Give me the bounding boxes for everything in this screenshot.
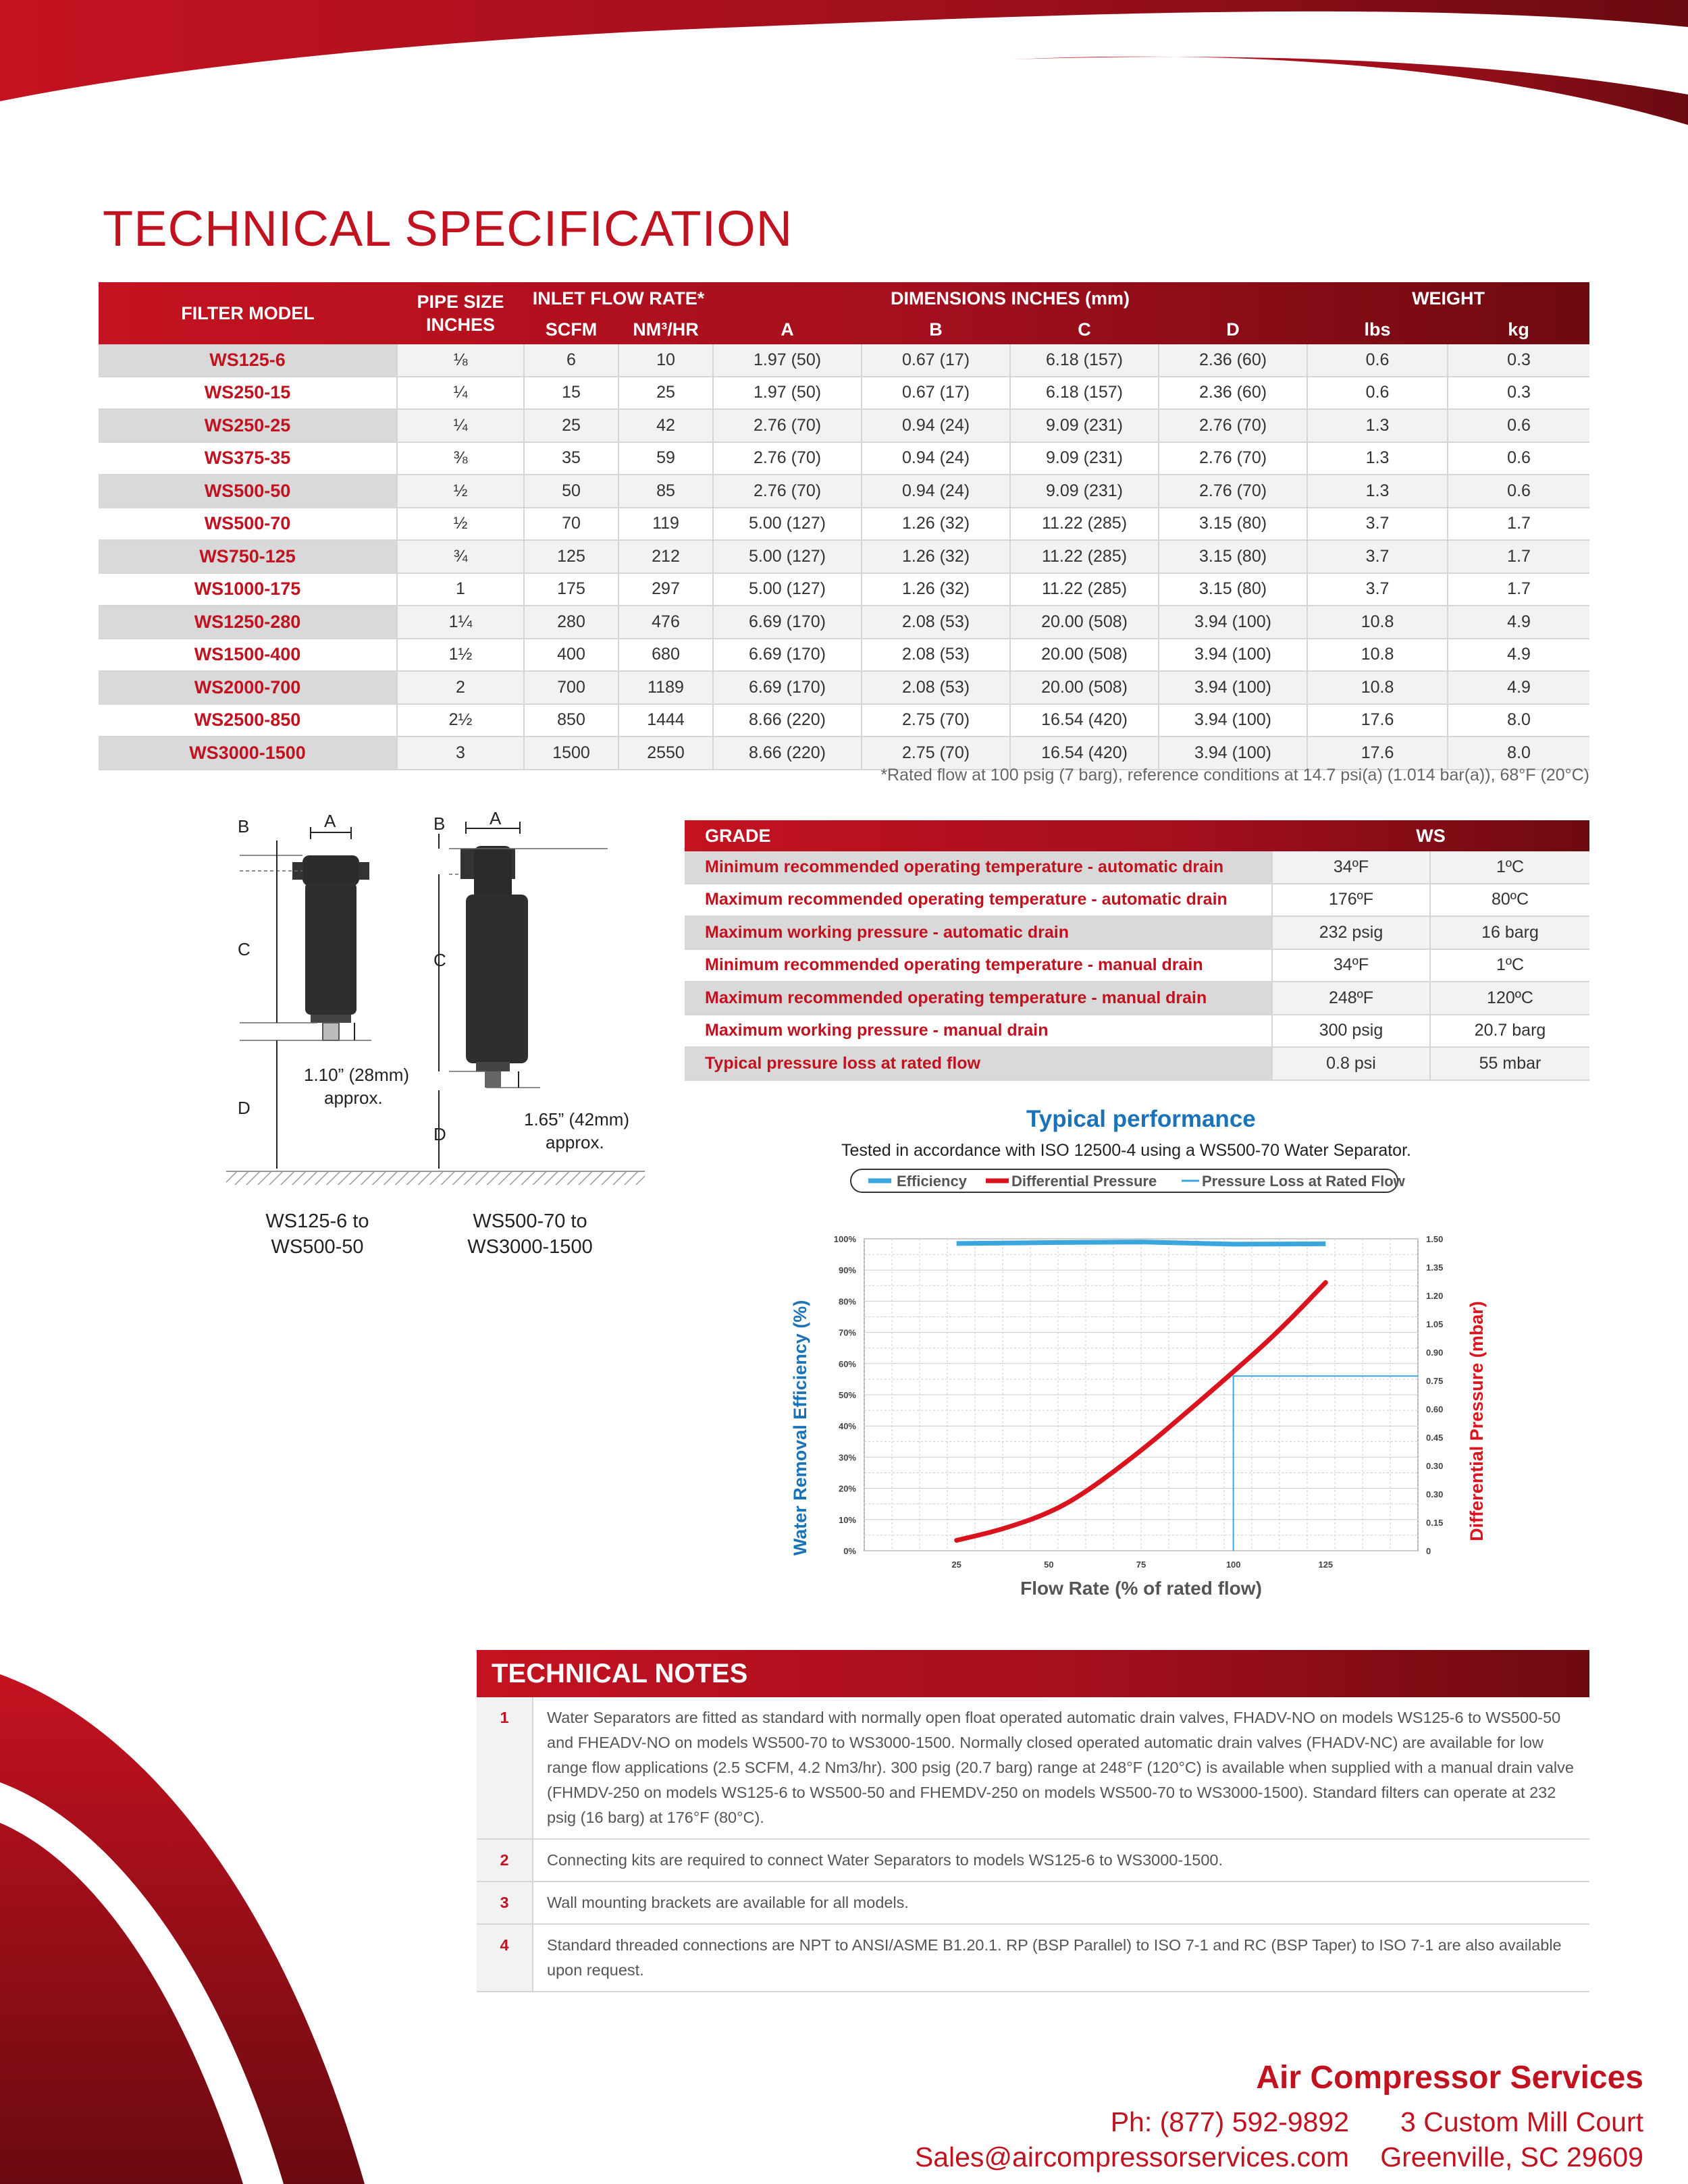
grade-row — [685, 982, 1589, 1015]
grade-row — [685, 851, 1589, 884]
small-caption-line2: WS500-50 — [271, 1236, 364, 1258]
spec-cell: 3 — [397, 737, 524, 770]
legend-loss: Pressure Loss at Rated Flow — [1202, 1173, 1405, 1190]
spec-cell: 50 — [524, 475, 618, 508]
spec-cell: 59 — [618, 442, 713, 475]
spec-cell: 10.8 — [1307, 671, 1448, 704]
x-tick-label: 75 — [1136, 1560, 1146, 1570]
chart-subtitle: Tested in accordance with ISO 12500-4 using a WS500-70 Water Separator. — [841, 1141, 1411, 1160]
spec-cell: 0.67 (17) — [862, 377, 1010, 410]
y-tick-label: 100% — [833, 1234, 856, 1244]
performance-chart — [783, 1161, 1487, 1607]
large-filter-diagram — [433, 808, 629, 1169]
spec-cell: 125 — [524, 540, 618, 573]
spec-cell: 2 — [397, 671, 524, 704]
spec-row — [99, 704, 1589, 737]
footer-address-line2: Greenville, SC 29609 — [1380, 2141, 1643, 2173]
spec-row — [99, 671, 1589, 704]
spec-cell: 9.09 (231) — [1010, 475, 1159, 508]
small-filter-caption — [236, 1208, 398, 1260]
spec-cell: 11.22 (285) — [1010, 540, 1159, 573]
spec-cell: 8.66 (220) — [713, 737, 862, 770]
spec-cell: 1.7 — [1448, 540, 1589, 573]
grade-row — [685, 1015, 1589, 1048]
grade-value: 20.7 barg — [1430, 1015, 1589, 1048]
spec-cell: 0.3 — [1448, 344, 1589, 377]
spec-cell: 6.18 (157) — [1010, 377, 1159, 410]
header-scfm: SCFM — [545, 319, 598, 340]
note-text: Water Separators are fitted as standard with normally open float operated automatic drain valves, FHADV-NO on models WS125-6 to WS500-50 and FHEADV-NO on models WS500-70 to WS3000-1500. Normally closed operated automatic drain valves (FHADV-NC) are available for low range flow applications (2.5 SCFM, 4.2 Nm3/hr). 300 psig (20.7 barg) range at 248°F (120°C) is available when supplied with a manual drain valve (FHMDV-250 on models WS125-6 to WS500-50 and FHEMDV-250 on models WS500-70 to WS3000-1500). Standard filters can operate at 232 psig (16 barg) at 176°F (80°C). — [533, 1697, 1589, 1839]
model-name: WS250-15 — [99, 377, 397, 410]
spec-row — [99, 508, 1589, 541]
spec-cell: 1.7 — [1448, 508, 1589, 541]
grade-row — [685, 1047, 1589, 1080]
spec-cell: 0.3 — [1448, 377, 1589, 410]
spec-cell: 6.69 (170) — [713, 639, 862, 672]
model-name: WS2000-700 — [99, 671, 397, 704]
y-tick-label: 0% — [843, 1546, 856, 1556]
spec-cell: 11.22 (285) — [1010, 508, 1159, 541]
y2-tick-label: 0.60 — [1426, 1404, 1444, 1414]
spec-cell: 297 — [618, 573, 713, 606]
small-clearance: 1.10” (28mm) — [304, 1065, 410, 1085]
large-caption-line1: WS500-70 to — [473, 1210, 587, 1232]
spec-cell: 6 — [524, 344, 618, 377]
header-lbs: lbs — [1364, 319, 1391, 340]
x-tick-label: 25 — [951, 1560, 961, 1570]
note-row — [477, 1882, 1589, 1924]
spec-cell: 3.15 (80) — [1159, 508, 1307, 541]
spec-cell: 4.9 — [1448, 639, 1589, 672]
footer-email[interactable]: Sales@aircompressorservices.com — [914, 2141, 1349, 2173]
spec-cell: 2.75 (70) — [862, 737, 1010, 770]
grade-label: Maximum working pressure - manual drain — [685, 1015, 1272, 1048]
grade-value: 1ºC — [1430, 851, 1589, 884]
spec-cell: ¾ — [397, 540, 524, 573]
spec-cell: 3.94 (100) — [1159, 704, 1307, 737]
y-tick-label: 10% — [838, 1514, 856, 1525]
legend-efficiency: Efficiency — [897, 1173, 967, 1190]
spec-cell: 2.76 (70) — [713, 442, 862, 475]
grade-label: Minimum recommended operating temperature - automatic drain — [685, 851, 1272, 884]
chart-grid — [864, 1239, 1418, 1551]
spec-cell: 8.0 — [1448, 704, 1589, 737]
chart-y2label: Differential Pressure (mbar) — [1467, 1301, 1487, 1541]
grade-value: 248ºF — [1272, 982, 1430, 1015]
header-pipe-size: PIPE SIZE INCHES — [417, 292, 504, 335]
spec-cell: 3.7 — [1307, 573, 1448, 606]
grade-value: 300 psig — [1272, 1015, 1430, 1048]
spec-table — [99, 282, 1589, 770]
chart-legend — [851, 1169, 1406, 1192]
spec-cell: 3.15 (80) — [1159, 573, 1307, 606]
spec-cell: 1.26 (32) — [862, 540, 1010, 573]
spec-cell: 6.18 (157) — [1010, 344, 1159, 377]
header-nm3: NM³/HR — [633, 319, 699, 340]
grade-value: 34ºF — [1272, 949, 1430, 982]
spec-cell: 2.36 (60) — [1159, 344, 1307, 377]
spec-cell: 5.00 (127) — [713, 573, 862, 606]
large-clearance: 1.65” (42mm) — [524, 1109, 630, 1129]
header-inlet-flow: INLET FLOW RATE* — [532, 288, 705, 309]
grade-label: Maximum recommended operating temperature - automatic drain — [685, 884, 1272, 917]
spec-cell: 4.9 — [1448, 671, 1589, 704]
spec-cell: 1.26 (32) — [862, 508, 1010, 541]
spec-cell: 212 — [618, 540, 713, 573]
model-name: WS375-35 — [99, 442, 397, 475]
spec-cell: 0.94 (24) — [862, 475, 1010, 508]
spec-row — [99, 475, 1589, 508]
y-tick-label: 40% — [838, 1421, 856, 1432]
spec-cell: 2.08 (53) — [862, 671, 1010, 704]
small-approx: approx. — [324, 1088, 383, 1108]
spec-cell: 1500 — [524, 737, 618, 770]
y2-tick-label: 1.20 — [1426, 1291, 1444, 1301]
y-tick-label: 30% — [838, 1452, 856, 1463]
header-a: A — [781, 319, 794, 340]
note-text: Connecting kits are required to connect Water Separators to models WS125-6 to WS3000-1500. — [533, 1839, 1589, 1882]
spec-cell: 3.7 — [1307, 540, 1448, 573]
spec-cell: 2.36 (60) — [1159, 377, 1307, 410]
small-filter-diagram — [238, 811, 409, 1169]
large-caption-line2: WS3000-1500 — [467, 1236, 593, 1258]
y2-tick-label: 0.30 — [1426, 1461, 1444, 1471]
ground-hatch — [226, 1171, 645, 1185]
note-row — [477, 1697, 1589, 1839]
y2-tick-label: 0.45 — [1426, 1433, 1444, 1443]
large-dim-c: C — [433, 950, 446, 970]
spec-cell: 15 — [524, 377, 618, 410]
spec-cell: 2½ — [397, 704, 524, 737]
series-efficiency — [957, 1242, 1326, 1244]
spec-cell: 1444 — [618, 704, 713, 737]
spec-cell: 1 — [397, 573, 524, 606]
y2-tick-label: 0.15 — [1426, 1518, 1444, 1528]
spec-row — [99, 344, 1589, 377]
spec-cell: 10 — [618, 344, 713, 377]
x-tick-label: 125 — [1318, 1560, 1334, 1570]
large-dim-d: D — [433, 1124, 446, 1144]
spec-cell: 3.94 (100) — [1159, 606, 1307, 639]
spec-cell: 16.54 (420) — [1010, 737, 1159, 770]
spec-row — [99, 573, 1589, 606]
legend-dp: Differential Pressure — [1011, 1173, 1157, 1190]
y2-tick-label: 1.35 — [1426, 1262, 1444, 1273]
y-tick-label: 50% — [838, 1390, 856, 1400]
spec-cell: 1.97 (50) — [713, 344, 862, 377]
chart-xlabel: Flow Rate (% of rated flow) — [1020, 1578, 1262, 1599]
spec-cell: ¼ — [397, 377, 524, 410]
spec-cell: 5.00 (127) — [713, 540, 862, 573]
spec-cell: 11.22 (285) — [1010, 573, 1159, 606]
small-caption-line1: WS125-6 to — [265, 1210, 369, 1232]
spec-cell: 119 — [618, 508, 713, 541]
spec-cell: 0.67 (17) — [862, 344, 1010, 377]
spec-cell: ½ — [397, 475, 524, 508]
rated-flow-note: *Rated flow at 100 psig (7 barg), reference conditions at 14.7 psi(a) (1.014 bar(a)), 68°F (20°C) — [880, 766, 1589, 784]
model-name: WS500-70 — [99, 508, 397, 541]
spec-cell: 2.76 (70) — [1159, 442, 1307, 475]
header-b: B — [929, 319, 943, 340]
large-filter-caption — [446, 1208, 614, 1260]
spec-cell: 1¼ — [397, 606, 524, 639]
spec-cell: 25 — [618, 377, 713, 410]
spec-cell: 0.6 — [1307, 377, 1448, 410]
spec-cell: 700 — [524, 671, 618, 704]
spec-row — [99, 737, 1589, 770]
grade-table — [685, 820, 1589, 1081]
y2-tick-label: 0.30 — [1426, 1489, 1444, 1499]
ws-header: WS — [1416, 825, 1446, 846]
spec-cell: 175 — [524, 573, 618, 606]
y-tick-label: 80% — [838, 1296, 856, 1307]
filter-dimension-diagrams — [223, 807, 655, 1198]
spec-cell: 70 — [524, 508, 618, 541]
note-text: Standard threaded connections are NPT to ANSI/ASME B1.20.1. RP (BSP Parallel) to ISO 7-1 and RC (BSP Taper) to ISO 7-1 are also available upon request. — [533, 1924, 1589, 1992]
spec-cell: 20.00 (508) — [1010, 606, 1159, 639]
company-name: Air Compressor Services — [1256, 2060, 1643, 2096]
spec-row — [99, 409, 1589, 442]
grade-label: Maximum working pressure - automatic drain — [685, 916, 1272, 949]
spec-cell: 5.00 (127) — [713, 508, 862, 541]
spec-cell: 2.76 (70) — [713, 475, 862, 508]
y2-tick-label: 1.50 — [1426, 1234, 1444, 1244]
spec-cell: 1189 — [618, 671, 713, 704]
y-tick-label: 20% — [838, 1483, 856, 1494]
chart-ylabel: Water Removal Efficiency (%) — [790, 1300, 810, 1556]
grade-value: 232 psig — [1272, 916, 1430, 949]
grade-value: 0.8 psi — [1272, 1047, 1430, 1080]
spec-cell: 17.6 — [1307, 704, 1448, 737]
spec-cell: 2.76 (70) — [713, 409, 862, 442]
note-number: 4 — [477, 1924, 533, 1992]
small-dim-d: D — [238, 1098, 250, 1118]
spec-cell: ⅜ — [397, 442, 524, 475]
spec-cell: 1.3 — [1307, 409, 1448, 442]
spec-cell: 6.69 (170) — [713, 606, 862, 639]
grade-row — [685, 949, 1589, 982]
header-weight: WEIGHT — [1412, 288, 1485, 309]
spec-cell: 0.6 — [1448, 442, 1589, 475]
spec-cell: ½ — [397, 508, 524, 541]
spec-row — [99, 540, 1589, 573]
large-dim-b: B — [433, 814, 446, 834]
spec-cell: 280 — [524, 606, 618, 639]
y-tick-label: 60% — [838, 1358, 856, 1369]
spec-cell: 1.26 (32) — [862, 573, 1010, 606]
spec-cell: 0.94 (24) — [862, 409, 1010, 442]
spec-cell: 8.66 (220) — [713, 704, 862, 737]
grade-header: GRADE — [705, 825, 771, 846]
spec-cell: 3.7 — [1307, 508, 1448, 541]
model-name: WS1000-175 — [99, 573, 397, 606]
spec-cell: 2.08 (53) — [862, 639, 1010, 672]
spec-cell: ¼ — [397, 409, 524, 442]
grade-value: 80ºC — [1430, 884, 1589, 917]
spec-cell: 2.76 (70) — [1159, 409, 1307, 442]
chart-title: Typical performance — [1026, 1106, 1256, 1132]
grade-value: 16 barg — [1430, 916, 1589, 949]
footer-address-line1: 3 Custom Mill Court — [1400, 2106, 1643, 2137]
spec-cell: 2.75 (70) — [862, 704, 1010, 737]
model-name: WS3000-1500 — [99, 737, 397, 770]
x-tick-label: 50 — [1044, 1560, 1054, 1570]
model-name: WS250-25 — [99, 409, 397, 442]
spec-cell: 2.76 (70) — [1159, 475, 1307, 508]
spec-cell: 9.09 (231) — [1010, 442, 1159, 475]
small-dim-a: A — [324, 811, 336, 831]
x-tick-label: 100 — [1225, 1560, 1241, 1570]
spec-cell: 0.6 — [1448, 475, 1589, 508]
grade-label: Maximum recommended operating temperature - manual drain — [685, 982, 1272, 1015]
spec-cell: 42 — [618, 409, 713, 442]
header-c: C — [1078, 319, 1091, 340]
spec-table-body — [99, 344, 1589, 770]
spec-cell: 3.94 (100) — [1159, 639, 1307, 672]
spec-cell: ⅛ — [397, 344, 524, 377]
model-name: WS500-50 — [99, 475, 397, 508]
spec-cell: 25 — [524, 409, 618, 442]
large-approx: approx. — [546, 1132, 604, 1152]
footer-phone[interactable]: Ph: (877) 592-9892 — [1110, 2106, 1349, 2137]
spec-cell: 0.94 (24) — [862, 442, 1010, 475]
spec-cell: 0.6 — [1307, 344, 1448, 377]
y2-tick-label: 0 — [1426, 1546, 1431, 1556]
spec-cell: 3.15 (80) — [1159, 540, 1307, 573]
spec-cell: 476 — [618, 606, 713, 639]
grade-label: Minimum recommended operating temperature - manual drain — [685, 949, 1272, 982]
spec-cell: 16.54 (420) — [1010, 704, 1159, 737]
notes-heading: TECHNICAL NOTES — [477, 1650, 1589, 1697]
notes-table — [477, 1697, 1589, 1992]
spec-row — [99, 377, 1589, 410]
grade-row — [685, 884, 1589, 917]
grade-table-body — [685, 851, 1589, 1080]
spec-cell: 3.94 (100) — [1159, 671, 1307, 704]
spec-cell: 20.00 (508) — [1010, 671, 1159, 704]
spec-cell: 1½ — [397, 639, 524, 672]
spec-cell: 6.69 (170) — [713, 671, 862, 704]
header-filter-model: FILTER MODEL — [181, 302, 315, 323]
spec-cell: 10.8 — [1307, 639, 1448, 672]
grade-value: 1ºC — [1430, 949, 1589, 982]
spec-cell: 20.00 (508) — [1010, 639, 1159, 672]
spec-cell: 4.9 — [1448, 606, 1589, 639]
note-row — [477, 1839, 1589, 1882]
note-number: 1 — [477, 1697, 533, 1839]
small-dim-b: B — [238, 816, 250, 836]
model-name: WS125-6 — [99, 344, 397, 377]
large-dim-a: A — [490, 808, 502, 828]
header-d: D — [1226, 319, 1240, 340]
spec-row — [99, 639, 1589, 672]
spec-cell: 2550 — [618, 737, 713, 770]
spec-cell: 680 — [618, 639, 713, 672]
spec-cell: 2.08 (53) — [862, 606, 1010, 639]
y-tick-label: 90% — [838, 1265, 856, 1276]
y2-tick-label: 0.90 — [1426, 1348, 1444, 1358]
notes-body — [477, 1697, 1589, 1992]
grade-value: 120ºC — [1430, 982, 1589, 1015]
spec-cell: 35 — [524, 442, 618, 475]
page-title: TECHNICAL SPECIFICATION — [103, 201, 793, 257]
grade-value: 34ºF — [1272, 851, 1430, 884]
grade-label: Typical pressure loss at rated flow — [685, 1047, 1272, 1080]
spec-cell: 10.8 — [1307, 606, 1448, 639]
spec-row — [99, 606, 1589, 639]
spec-cell: 850 — [524, 704, 618, 737]
spec-cell: 17.6 — [1307, 737, 1448, 770]
grade-value: 176ºF — [1272, 884, 1430, 917]
model-name: WS1250-280 — [99, 606, 397, 639]
y2-tick-label: 0.75 — [1426, 1376, 1444, 1386]
grade-row — [685, 916, 1589, 949]
spec-cell: 3.94 (100) — [1159, 737, 1307, 770]
spec-cell: 1.3 — [1307, 475, 1448, 508]
spec-cell: 1.3 — [1307, 442, 1448, 475]
y2-tick-label: 1.05 — [1426, 1319, 1444, 1329]
small-dim-c: C — [238, 939, 250, 959]
spec-cell: 0.6 — [1448, 409, 1589, 442]
note-text: Wall mounting brackets are available for all models. — [533, 1882, 1589, 1924]
spec-cell: 1.97 (50) — [713, 377, 862, 410]
grade-value: 55 mbar — [1430, 1047, 1589, 1080]
y-tick-label: 70% — [838, 1327, 856, 1338]
header-dimensions: DIMENSIONS INCHES (mm) — [891, 288, 1130, 309]
spec-row — [99, 442, 1589, 475]
model-name: WS2500-850 — [99, 704, 397, 737]
spec-cell: 85 — [618, 475, 713, 508]
model-name: WS1500-400 — [99, 639, 397, 672]
spec-cell: 9.09 (231) — [1010, 409, 1159, 442]
header-kg: kg — [1508, 319, 1529, 340]
spec-cell: 1.7 — [1448, 573, 1589, 606]
note-number: 2 — [477, 1839, 533, 1882]
note-number: 3 — [477, 1882, 533, 1924]
model-name: WS750-125 — [99, 540, 397, 573]
spec-cell: 8.0 — [1448, 737, 1589, 770]
note-row — [477, 1924, 1589, 1992]
spec-cell: 400 — [524, 639, 618, 672]
